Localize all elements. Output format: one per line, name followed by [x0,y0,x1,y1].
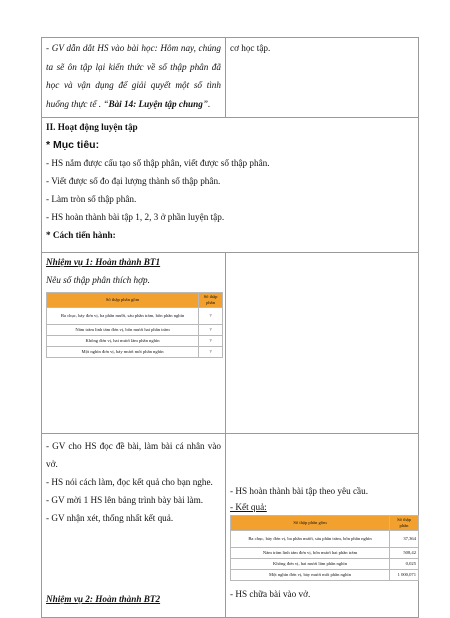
intro-end: ”. [202,98,211,109]
exercise-header-2: Số thập phân [199,293,223,308]
muc-tieu-item-2: - Viết được số đo đại lượng thành số thập phân. [46,176,221,186]
task1-steps-row [42,434,419,618]
hs-done: - HS hoàn thành bài tập theo yêu cầu. [230,486,369,496]
task1-prompt: Nêu số thập phân thích hợp. [46,275,150,285]
lesson-title: Bài 14: Luyện tập chung [108,98,203,109]
document-page [41,37,418,618]
result-cell: Ba chục, bảy đơn vị, ba phần mười, sáu phần trăm, bốn phần nghìn [231,531,390,548]
task2-title: Nhiệm vụ 2: Hoàn thành BT2 [46,594,161,604]
muc-tieu-item-3: - Làm tròn số thập phân. [46,194,137,204]
result-value: 0,025 [390,559,419,570]
result-header-2: Số thập phân [390,516,419,531]
task1-left-cell [42,253,226,434]
exercise-cell: Ba chục, bảy đơn vị, ba phần mười, sáu phần trăm, bốn phần nghìn [47,308,199,325]
muc-tieu-item-1: - HS nắm được cấu tạo số thập phân, viết được số thập phân. [46,158,270,168]
intro-right-text: cơ học tập. [230,43,271,53]
result-header-1: Số thập phân gồm [231,516,390,531]
table-row [231,559,419,570]
result-label: - Kết quả: [230,502,267,512]
exercise-cell: Không đơn vị, hai mươi lăm phần nghìn [47,336,199,347]
exercise-answer: ? [199,308,223,325]
section-title: II. Hoạt động luyện tập [46,122,138,132]
gv-step-3: - GV mời 1 HS lên bảng trình bày bài làm. [46,495,204,505]
muc-tieu-item-4: - HS hoàn thành bài tập 1, 2, 3 ở phần luyện tập. [46,212,225,222]
intro-paragraph [46,39,221,113]
exercise-answer: ? [199,347,223,358]
lesson-table [41,37,419,618]
result-value: 37,364 [390,531,419,548]
exercise-header-1: Số thập phân gồm [47,293,199,308]
intro-row [42,38,419,118]
result-value: 508,42 [390,548,419,559]
hs-fix: - HS chữa bài vào vở. [230,589,311,599]
muc-tieu-heading: * Mục tiêu: [46,139,100,151]
table-row [231,531,419,548]
task1-steps-right [226,434,419,618]
exercise-answer: ? [199,336,223,347]
task1-exercise-table [46,292,223,358]
result-table [230,515,419,581]
cach-tien-hanh-heading: * Cách tiến hành: [46,230,116,240]
table-row [47,336,223,347]
gv-step-4: - GV nhận xét, thống nhất kết quả. [46,513,174,523]
gv-step-2: - HS nói cách làm, đọc kết quả cho bạn nghe. [46,477,213,487]
task1-steps-left [42,434,226,618]
table-row [47,325,223,336]
table-row [47,347,223,358]
intro-left-cell [42,38,226,118]
exercise-cell: Một nghìn đơn vị, bảy mươi mốt phần nghìn [47,347,199,358]
exercise-answer: ? [199,325,223,336]
result-cell: Một nghìn đơn vị, bảy mươi mốt phần nghìn [231,570,390,581]
section-cell [42,118,419,253]
section-row [42,118,419,253]
table-row [231,548,419,559]
task1-right-empty [226,253,419,434]
intro-right-cell [226,38,419,118]
gv-step-1: - GV cho HS đọc đề bài, làm bài cá nhân vào vở. [46,441,221,469]
result-value: 1 000,071 [390,570,419,581]
task1-title: Nhiệm vụ 1: Hoàn thành BT1 [46,257,161,267]
result-cell: Không đơn vị, hai mươi lăm phần nghìn [231,559,390,570]
result-cell: Năm trăm linh tám đơn vị, bốn mươi hai phần trăm [231,548,390,559]
exercise-cell: Năm trăm linh tám đơn vị, bốn mươi hai phần trăm [47,325,199,336]
table-row [47,308,223,325]
intro-text: - GV dẫn dắt HS vào bài học: Hôm nay, chúng ta sẽ ôn tập lại kiến thức về số thập phân đã học và vận dụng để giải quyết một số tình huống thực tế . “ [46,43,221,109]
table-row [231,570,419,581]
task1-row [42,253,419,434]
